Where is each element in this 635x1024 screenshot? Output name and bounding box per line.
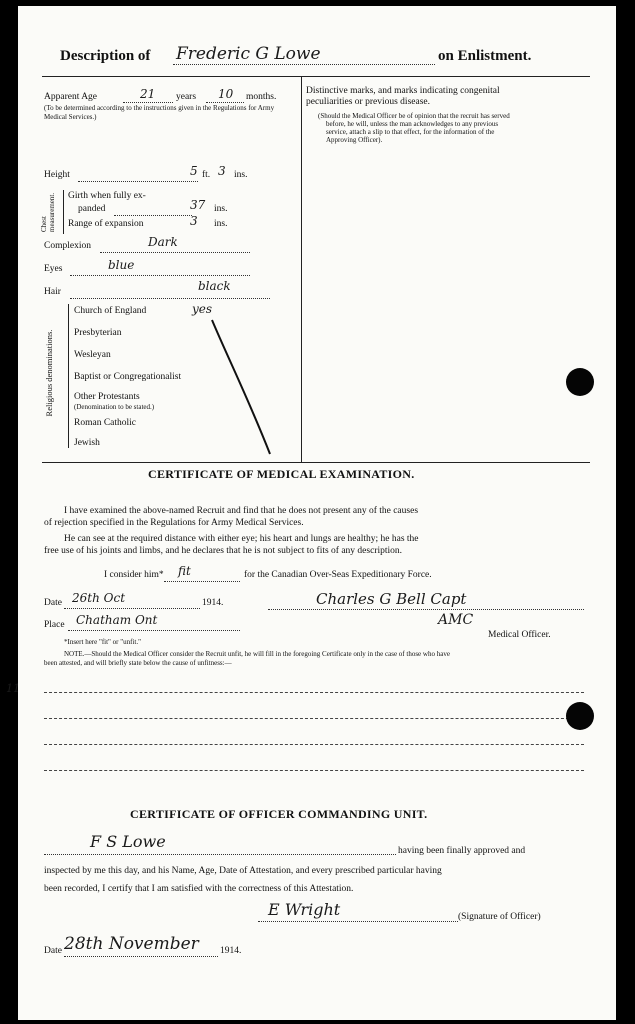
marks-note-1: (Should the Medical Officer be of opinion that the recruit has served	[318, 112, 510, 120]
eyes-line	[70, 275, 250, 276]
girth-value: 37	[190, 198, 206, 212]
unfit-line-4	[44, 770, 584, 771]
hair-label: Hair	[44, 287, 61, 297]
height-lead	[78, 181, 198, 182]
insert-note: *Insert here "fit" or "unfit."	[64, 638, 141, 646]
jewish-label: Jewish	[74, 438, 100, 448]
unfit-line-2	[44, 718, 584, 719]
height-ins-label: ins.	[234, 170, 248, 180]
wesleyan-label: Wesleyan	[74, 350, 111, 360]
officer-date-value: 28th November	[64, 934, 199, 954]
medical-officer-label: Medical Officer.	[488, 630, 551, 640]
medical-date-value: 26th Oct	[72, 591, 126, 605]
officer-signature-label: (Signature of Officer)	[458, 912, 541, 922]
religion-bracket	[68, 304, 69, 448]
range-value: 3	[190, 214, 198, 228]
signature-line	[268, 609, 584, 610]
title-prefix: Description of	[60, 48, 151, 64]
officer-heading: CERTIFICATE OF OFFICER COMMANDING UNIT.	[130, 807, 428, 821]
section-rule	[42, 462, 590, 463]
unfit-note-1: NOTE.—Should the Medical Officer consider the Recruit unfit, he will fill in the foregoing Certificate only in the case of those who have	[64, 650, 450, 658]
medical-heading: CERTIFICATE OF MEDICAL EXAMINATION.	[148, 467, 415, 481]
range-unit: ins.	[214, 219, 228, 229]
place-value: Chatham Ont	[76, 613, 158, 627]
years-label: years	[176, 92, 197, 102]
medical-p2-2: free use of his joints and limbs, and he declares that he is not subject to fits of any description.	[44, 546, 403, 556]
age-years-value: 21	[140, 87, 156, 101]
consider-label: I consider him*	[104, 570, 164, 580]
margin-mark: 11	[6, 682, 20, 695]
officer-signature: E Wright	[268, 900, 341, 919]
girth-unit: ins.	[214, 204, 228, 214]
months-label: months.	[246, 92, 277, 102]
officer-year-label: 1914.	[220, 946, 242, 956]
column-divider	[301, 76, 302, 462]
unfit-note-2: been attested, and will briefly state below the cause of unfitness:—	[44, 659, 232, 667]
officer-date-line	[64, 956, 218, 957]
age-note: (To be determined according to the instructions given in the Regulations for Army Medical Services.)	[44, 104, 275, 121]
medical-date-line	[64, 608, 200, 609]
chest-label: Chest measurement.	[40, 192, 56, 232]
consider-suffix: for the Canadian Over-Seas Expeditionary Force.	[244, 570, 432, 580]
hair-line	[70, 298, 270, 299]
medical-signature-2: AMC	[438, 612, 474, 628]
punch-hole-bottom	[566, 702, 594, 730]
marks-label-1: Distinctive marks, and marks indicating congenital	[306, 86, 500, 96]
marks-label-2: peculiarities or previous disease.	[306, 97, 430, 107]
church-label: Church of England	[74, 306, 147, 316]
medical-signature: Charles G Bell Capt	[316, 590, 467, 608]
punch-hole-top	[566, 368, 594, 396]
girth-label-1: Girth when fully ex-	[68, 191, 146, 201]
ft-label: ft.	[202, 170, 211, 180]
roman-catholic-label: Roman Catholic	[74, 418, 137, 428]
title-suffix: on Enlistment.	[438, 48, 532, 64]
height-in-value: 3	[218, 164, 226, 178]
consider-value: fit	[178, 564, 191, 578]
officer-name-line	[44, 854, 396, 855]
officer-line-2: inspected by me this day, and his Name, Age, Date of Attestation, and every prescribed particular having	[44, 866, 442, 876]
medical-p1-2: of rejection specified in the Regulations for Army Medical Services.	[44, 518, 304, 528]
age-months-line	[206, 102, 244, 103]
range-label: Range of expansion	[68, 219, 144, 229]
height-ft-value: 5	[190, 164, 198, 178]
presbyterian-label: Presbyterian	[74, 328, 122, 338]
place-label: Place	[44, 620, 65, 630]
age-months-value: 10	[218, 87, 234, 101]
complexion-label: Complexion	[44, 241, 91, 251]
medical-year-label: 1914.	[202, 598, 224, 608]
other-protestants-label: Other Protestants	[74, 392, 140, 402]
eyes-value: blue	[108, 258, 135, 272]
complexion-line	[100, 252, 250, 253]
officer-name-value: F S Lowe	[90, 832, 166, 851]
religion-label: Religious denominations.	[44, 329, 54, 417]
title-name: Frederic G Lowe	[176, 44, 321, 64]
chest-bracket	[63, 190, 64, 234]
medical-date-label: Date	[44, 598, 62, 608]
height-label: Height	[44, 170, 70, 180]
age-years-line	[123, 102, 173, 103]
medical-p1-1: I have examined the above-named Recruit and find that he does not present any of the causes	[64, 506, 419, 516]
officer-line-1-suffix: having been finally approved and	[398, 846, 526, 856]
baptist-label: Baptist or Congregationalist	[74, 372, 182, 382]
hair-value: black	[198, 279, 231, 293]
church-value: yes	[192, 302, 213, 316]
marks-note-3: service, attach a slip to that effect, for the information of the	[326, 128, 495, 136]
officer-signature-line	[258, 921, 458, 922]
unfit-line-3	[44, 744, 584, 745]
top-rule	[42, 76, 590, 77]
place-line	[68, 630, 240, 631]
marks-note-2: before, he will, unless the man acknowledges to any previous	[326, 120, 499, 128]
eyes-label: Eyes	[44, 264, 63, 274]
medical-p2-1: He can see at the required distance with either eye; his heart and lungs are healthy; he has the	[64, 534, 419, 544]
girth-label-2: panded	[78, 204, 106, 214]
marks-note-4: Approving Officer).	[326, 136, 383, 144]
unfit-line-1	[44, 692, 584, 693]
age-label: Apparent Age	[44, 92, 98, 102]
consider-line	[164, 581, 240, 582]
other-note: (Denomination to be stated.)	[74, 403, 155, 411]
complexion-value: Dark	[148, 235, 178, 249]
title-name-line	[173, 64, 435, 65]
officer-date-label: Date	[44, 946, 62, 956]
girth-lead	[114, 215, 192, 216]
strike-through-mark	[208, 318, 278, 458]
officer-line-3: been recorded, I certify that I am satisfied with the correctness of this Attestation.	[44, 884, 354, 894]
attestation-paper	[6, 6, 616, 1020]
